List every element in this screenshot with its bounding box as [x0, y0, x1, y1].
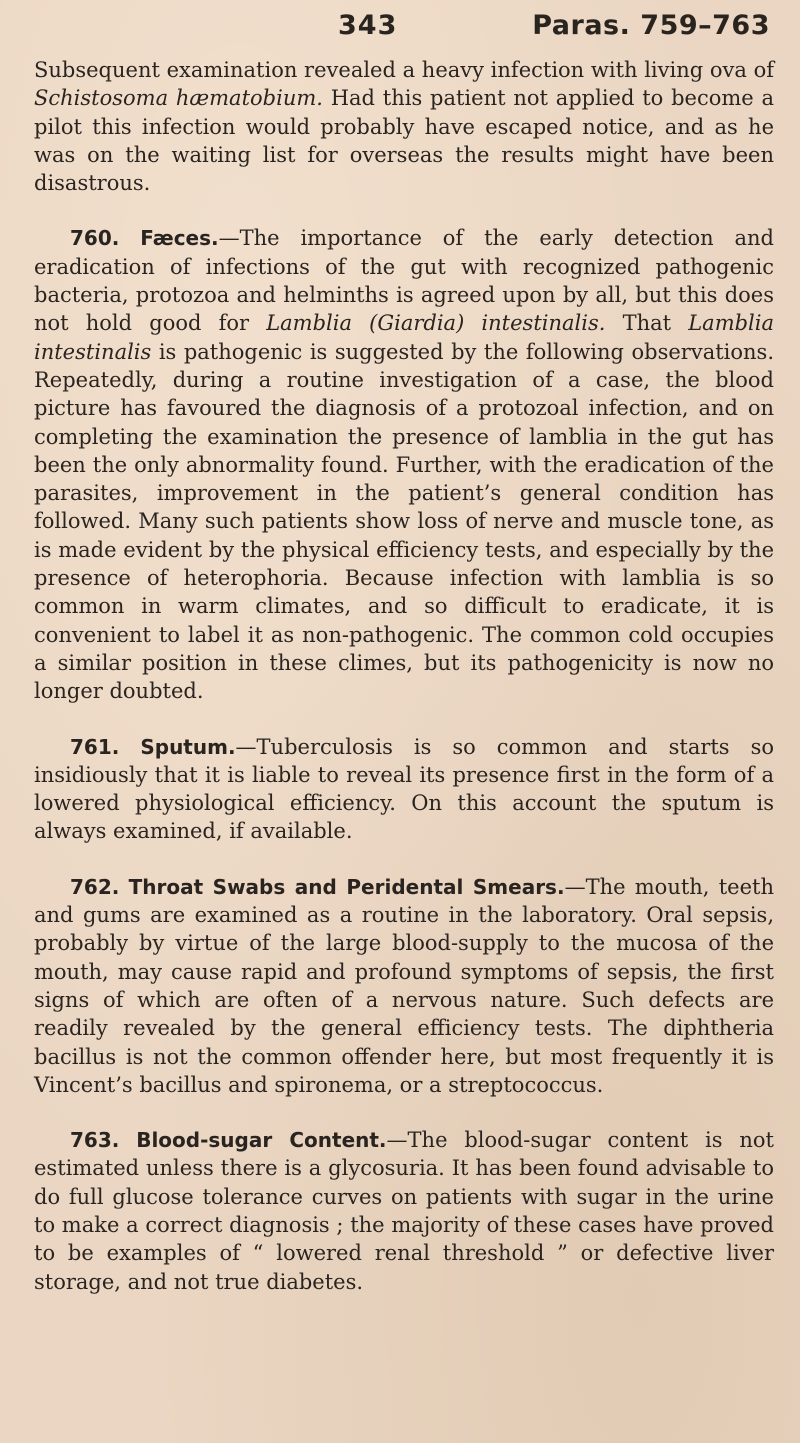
paragraph-heading: Fæces. — [140, 226, 219, 251]
paragraph-italic-text: Schistosoma hæmatobium. — [34, 86, 323, 111]
paragraph-760 — [34, 224, 774, 705]
paragraph-text: —The importance of the early detection and eradication of infections of the gut with recognized pathogenic bacteria, protozoa and helminths is agreed upon by all, but this does not hold good for — [34, 226, 774, 336]
paragraph-range: Paras. 759–763 — [532, 10, 770, 41]
paragraph-number: 763. — [70, 1128, 120, 1153]
paragraph-heading: Sputum. — [140, 734, 236, 759]
paragraph-text: Had this patient not applied to become a pilot this infection would probably have escaped notice, and as he was on the waiting list for overseas the results might have been disastrous. — [34, 86, 774, 196]
paragraph-number: 762. — [70, 874, 120, 899]
running-head — [0, 10, 800, 50]
paragraph-text: Subsequent examination revealed a heavy infection with living ova of — [34, 58, 774, 82]
paragraph-text: —The mouth, teeth and gums are examined as a routine in the laboratory. Oral sepsis, probably by virtue of the large blood-supply to the mucosa of the mouth, may cause rapid and profound symptoms of sepsis, the first signs of which are often of a nervous nature. Such defects are readily revealed by the general efficiency tests. The diphtheria bacillus is not the common offender here, but most frequently it is Vincent’s bacillus and spironema, or a streptococcus. — [34, 874, 774, 1097]
paragraph-763 — [34, 1126, 774, 1296]
paragraph-number: 760. — [70, 226, 120, 251]
paragraph-heading: Blood-sugar Content. — [136, 1128, 387, 1153]
paragraph-text: is pathogenic is suggested by the following observations. Repeatedly, during a routine investigation of a case, the blood picture has favoured the diagnosis of a protozoal infection, and on completing the examination the presence of lamblia in the gut has been the only abnormality found. Further, with the eradication of the parasites, improvement in the patient’s general condition has followed. Many such patients show loss of nerve and muscle tone, as is made evident by the physical efficiency tests, and especially by the presence of heterophoria. Because infection with lamblia is so common in warm climates, and so difficult to eradicate, it is convenient to label it as non-pathogenic. The common cold occupies a similar position in these climes, but its pathogenicity is now no longer doubted. — [34, 339, 774, 704]
paragraph-number: 761. — [70, 734, 120, 759]
paragraph-heading: Throat Swabs and Peridental Smears. — [128, 874, 565, 899]
paragraph-italic-text: Lamblia intestinalis — [34, 311, 775, 364]
paragraph-italic-text: Lamblia (Giardia) intestinalis. — [266, 311, 606, 336]
page-number: 343 — [338, 10, 398, 41]
paragraph-762 — [34, 873, 774, 1099]
paragraph-text: —Tuberculosis is so common and starts so insidiously that it is liable to reveal its presence first in the form of a lowered physiological efficiency. On this account the sputum is always examined, if available. — [34, 734, 774, 844]
paragraph-text: That — [605, 311, 689, 336]
paragraph-761 — [34, 733, 774, 846]
paragraph-759-continuation — [34, 56, 774, 197]
body-text — [34, 56, 774, 1296]
paragraph-text: —The blood-sugar content is not estimated unless there is a glycosuria. It has been found advisable to do full glucose tolerance curves on patients with sugar in the urine to make a correct diagnosis ; the majority of these cases have proved to be examples of “ lowered renal threshold ” or defective liver storage, and not true diabetes. — [34, 1128, 774, 1294]
